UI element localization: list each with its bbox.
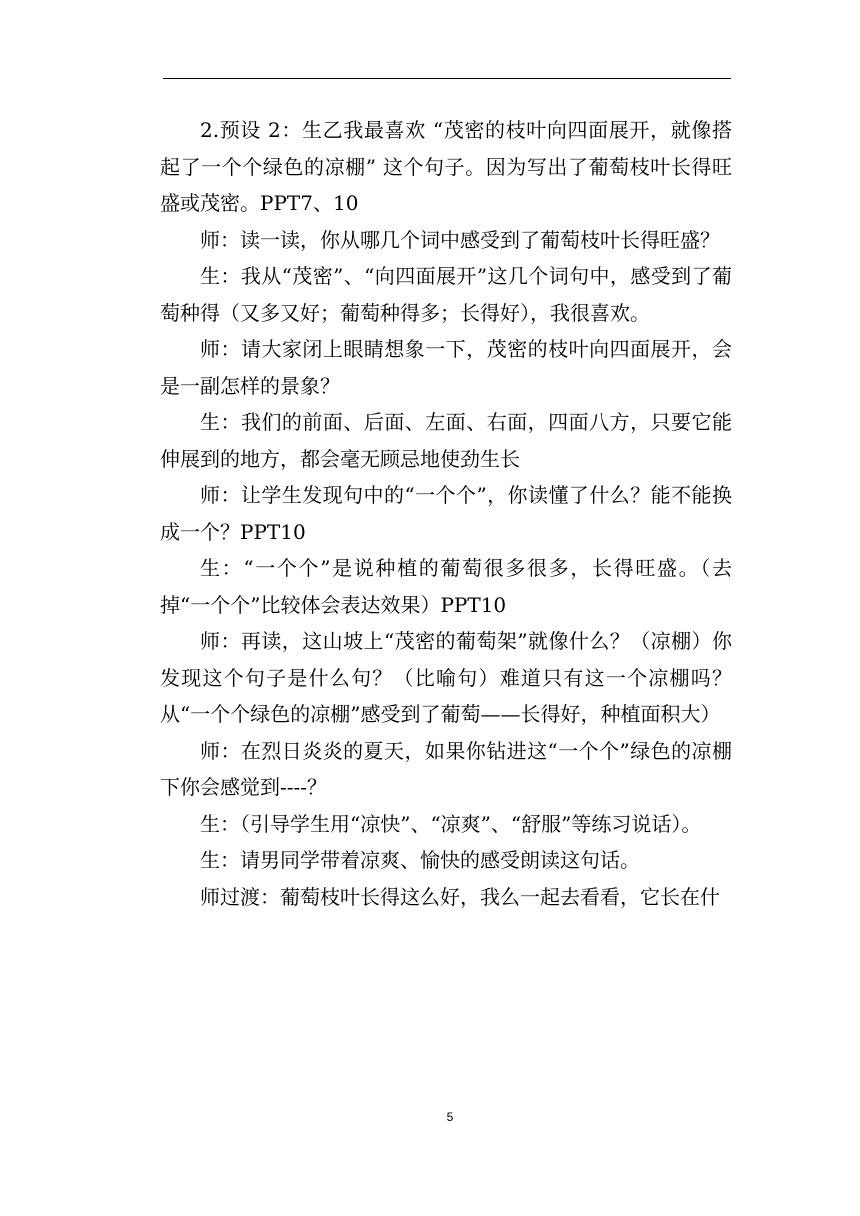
paragraph-teacher-question-4: 师：再读，这山坡上“茂密的葡萄架”就像什么？（凉棚）你发现这个句子是什么句？（比喻句）难道只有这一个凉棚吗？从“一个个绿色的凉棚”感受到了葡萄——长得好，种植面积大）	[160, 629, 732, 726]
paragraph-student-answer-3: 生：“一个个”是说种植的葡萄很多很多，长得旺盛。（去掉“一个个”比较体会表达效果）PPT10	[160, 556, 732, 617]
paragraph-student-answer-2: 生：我们的前面、后面、左面、右面，四面八方，只要它能伸展到的地方，都会毫无顾忌地使劲生长	[160, 410, 732, 471]
paragraph-preset-2: 2.预设 2：生乙我最喜欢 “茂密的枝叶向四面展开，就像搭起了一个个绿色的凉棚” 这个句子。因为写出了葡萄枝叶长得旺盛或茂密。PPT7、10	[160, 118, 732, 215]
page-number: 5	[446, 1110, 454, 1124]
paragraph-student-answer-1: 生：我从“茂密”、“向四面展开”这几个词句中，感受到了葡萄种得（又多又好；葡萄种得多；长得好），我很喜欢。	[160, 264, 732, 325]
document-body	[160, 112, 732, 915]
paragraph-teacher-question-2: 师：请大家闭上眼睛想象一下，茂密的枝叶向四面展开，会是一副怎样的景象？	[160, 337, 732, 398]
header-rule	[163, 78, 731, 79]
paragraph-teacher-question-5: 师：在烈日炎炎的夏天，如果你钻进这“一个个”绿色的凉棚下你会感觉到----？	[160, 738, 732, 799]
paragraph-student-reading: 生：请男同学带着凉爽、愉快的感受朗读这句话。	[200, 848, 640, 872]
paragraph-student-answer-4: 生：（引导学生用“凉快”、“凉爽”、“舒服”等练习说话）。	[200, 811, 702, 836]
paragraph-teacher-question-3: 师：让学生发现句中的“一个个”，你读懂了什么？能不能换成一个？PPT10	[160, 483, 732, 544]
paragraph-teacher-transition: 师过渡：葡萄枝叶长得这么好，我么一起去看看，它长在什	[200, 884, 720, 909]
paragraph-teacher-question-1: 师：读一读，你从哪几个词中感受到了葡萄枝叶长得旺盛？	[200, 227, 720, 252]
